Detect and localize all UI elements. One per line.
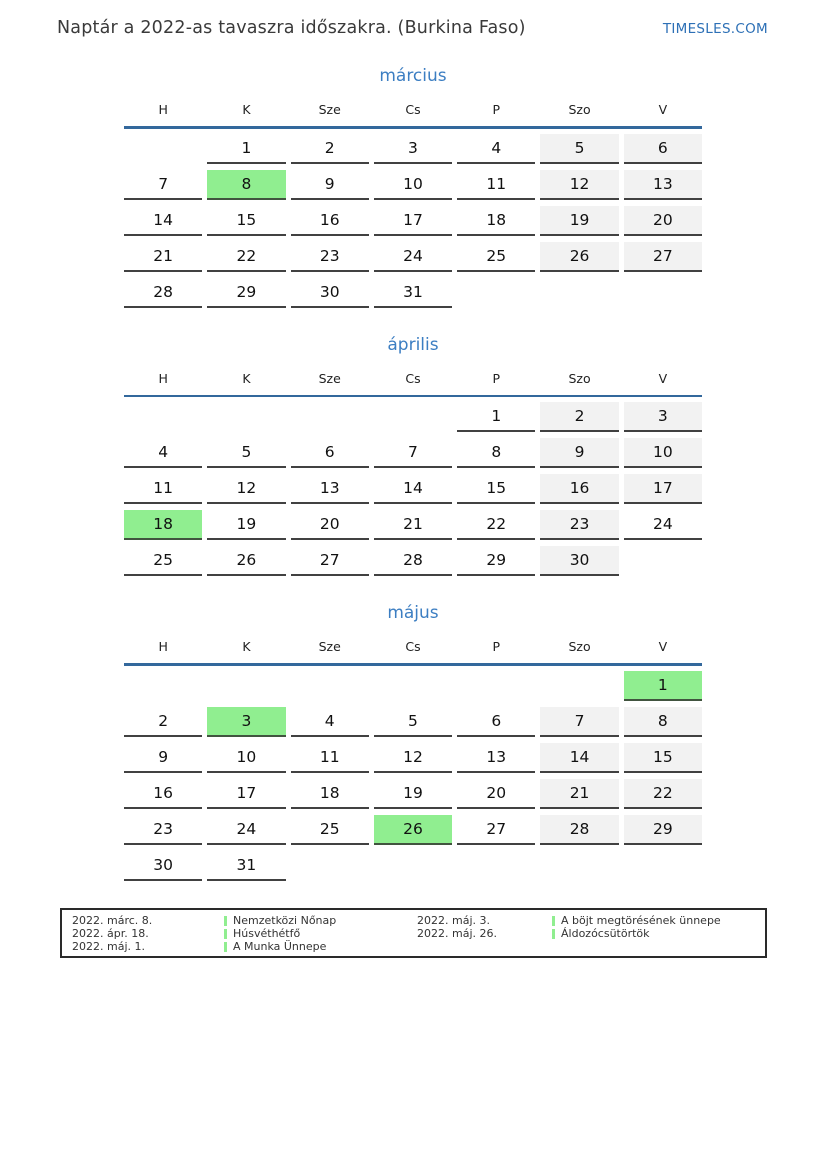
weekday-header-cell: V bbox=[658, 102, 668, 117]
day-cell: 25 bbox=[457, 242, 535, 272]
weekday-header-cell: P bbox=[492, 370, 501, 386]
weekday-header-cell: K bbox=[242, 370, 251, 386]
day-cell: 5 bbox=[540, 134, 618, 164]
day-cell: 1 bbox=[207, 134, 285, 164]
weekday-header-cell: Sze bbox=[318, 102, 341, 117]
legend-entry bbox=[224, 914, 417, 927]
month-title: április bbox=[387, 334, 439, 355]
month-block-2 bbox=[124, 603, 702, 881]
day-cell: 6 bbox=[624, 134, 702, 164]
day-cell: 3 bbox=[624, 402, 702, 432]
day-cell: 26 bbox=[540, 242, 618, 272]
day-cell: 13 bbox=[291, 474, 369, 504]
day-cell: 28 bbox=[124, 278, 202, 308]
holiday-marker-icon bbox=[224, 942, 227, 952]
legend-date: 2022. máj. 3. bbox=[417, 914, 490, 927]
day-cell: 23 bbox=[124, 815, 202, 845]
day-cell: 11 bbox=[457, 170, 535, 200]
weekday-header-cell: Sze bbox=[318, 639, 341, 654]
day-cell: 27 bbox=[624, 242, 702, 272]
weekday-header-cell: Sze bbox=[318, 370, 341, 386]
weekday-header-cell: Cs bbox=[405, 370, 421, 386]
day-cell: 7 bbox=[540, 707, 618, 737]
day-cell: 13 bbox=[457, 743, 535, 773]
day-cell: 23 bbox=[540, 510, 618, 540]
day-cell: 12 bbox=[207, 474, 285, 504]
day-cell: 4 bbox=[457, 134, 535, 164]
day-cell: 3 bbox=[374, 134, 452, 164]
legend-box bbox=[60, 908, 767, 958]
day-cell: 29 bbox=[207, 278, 285, 308]
header-divider-line bbox=[124, 663, 702, 666]
weekday-header-cell: Szo bbox=[568, 370, 591, 386]
day-cell: 29 bbox=[457, 546, 535, 576]
month-block-0 bbox=[124, 66, 702, 308]
day-cell: 29 bbox=[624, 815, 702, 845]
day-cell: 19 bbox=[540, 206, 618, 236]
day-cell: 27 bbox=[457, 815, 535, 845]
day-cell: 21 bbox=[374, 510, 452, 540]
day-cell: 4 bbox=[124, 438, 202, 468]
day-cell: 2 bbox=[291, 134, 369, 164]
day-cell: 25 bbox=[291, 815, 369, 845]
month-grid bbox=[124, 402, 702, 576]
empty-cell bbox=[124, 134, 202, 164]
empty-cell bbox=[124, 671, 202, 701]
day-cell: 9 bbox=[291, 170, 369, 200]
day-cell: 16 bbox=[540, 474, 618, 504]
day-cell: 9 bbox=[540, 438, 618, 468]
day-cell: 5 bbox=[374, 707, 452, 737]
day-cell: 25 bbox=[124, 546, 202, 576]
empty-cell bbox=[624, 546, 702, 576]
weekday-header-cell: V bbox=[658, 370, 668, 386]
day-cell: 12 bbox=[374, 743, 452, 773]
calendars bbox=[124, 66, 702, 908]
weekday-header-cell: H bbox=[158, 639, 168, 654]
holiday-day-cell: 26 bbox=[374, 815, 452, 845]
day-cell: 14 bbox=[540, 743, 618, 773]
day-cell: 31 bbox=[374, 278, 452, 308]
month-title: március bbox=[379, 66, 447, 86]
legend-holiday-name: Húsvéthétfő bbox=[233, 927, 301, 940]
weekday-header-row bbox=[124, 103, 702, 117]
legend-entry bbox=[224, 927, 417, 940]
empty-cell bbox=[457, 671, 535, 701]
empty-cell bbox=[624, 278, 702, 308]
page-title: Naptár a 2022-as tavaszra időszakra. (Burkina Faso) bbox=[57, 18, 526, 38]
day-cell: 31 bbox=[207, 851, 285, 881]
weekday-header-cell: P bbox=[492, 639, 501, 654]
day-cell: 5 bbox=[207, 438, 285, 468]
day-cell: 11 bbox=[291, 743, 369, 773]
day-cell: 13 bbox=[624, 170, 702, 200]
empty-cell bbox=[291, 851, 369, 881]
holiday-marker-icon bbox=[224, 929, 227, 939]
legend-holiday-name: Áldozócsütörtök bbox=[561, 927, 650, 940]
holiday-marker-icon bbox=[552, 916, 555, 926]
day-cell: 10 bbox=[207, 743, 285, 773]
day-cell: 20 bbox=[457, 779, 535, 809]
page-header bbox=[57, 18, 768, 38]
day-cell: 4 bbox=[291, 707, 369, 737]
holiday-marker-icon bbox=[552, 929, 555, 939]
weekday-header-cell: K bbox=[242, 102, 251, 117]
day-cell: 8 bbox=[624, 707, 702, 737]
legend-column bbox=[72, 914, 417, 952]
month-grid bbox=[124, 134, 702, 308]
day-cell: 26 bbox=[207, 546, 285, 576]
day-cell: 14 bbox=[374, 474, 452, 504]
empty-cell bbox=[291, 402, 369, 432]
weekday-header-cell: Cs bbox=[405, 102, 421, 117]
holiday-day-cell: 3 bbox=[207, 707, 285, 737]
day-cell: 27 bbox=[291, 546, 369, 576]
day-cell: 28 bbox=[540, 815, 618, 845]
legend-entry bbox=[552, 914, 755, 927]
empty-cell bbox=[540, 278, 618, 308]
empty-cell bbox=[207, 671, 285, 701]
day-cell: 2 bbox=[540, 402, 618, 432]
day-cell: 30 bbox=[124, 851, 202, 881]
legend-holiday-name: A Munka Ünnepe bbox=[233, 940, 327, 953]
empty-cell bbox=[374, 851, 452, 881]
month-block-1 bbox=[124, 335, 702, 577]
day-cell: 24 bbox=[374, 242, 452, 272]
day-cell: 7 bbox=[124, 170, 202, 200]
holiday-day-cell: 18 bbox=[124, 510, 202, 540]
empty-cell bbox=[374, 671, 452, 701]
day-cell: 24 bbox=[207, 815, 285, 845]
legend-entry bbox=[224, 940, 417, 953]
weekday-header-cell: Cs bbox=[405, 639, 421, 654]
day-cell: 30 bbox=[291, 278, 369, 308]
legend-date: 2022. máj. 26. bbox=[417, 927, 497, 940]
day-cell: 16 bbox=[124, 779, 202, 809]
day-cell: 18 bbox=[291, 779, 369, 809]
weekday-header-cell: H bbox=[158, 370, 168, 386]
day-cell: 10 bbox=[624, 438, 702, 468]
day-cell: 15 bbox=[624, 743, 702, 773]
day-cell: 12 bbox=[540, 170, 618, 200]
legend-date: 2022. márc. 8. bbox=[72, 914, 153, 927]
day-cell: 6 bbox=[291, 438, 369, 468]
legend-holiday-name: Nemzetközi Nőnap bbox=[233, 914, 337, 927]
day-cell: 17 bbox=[207, 779, 285, 809]
day-cell: 10 bbox=[374, 170, 452, 200]
day-cell: 6 bbox=[457, 707, 535, 737]
day-cell: 30 bbox=[540, 546, 618, 576]
day-cell: 23 bbox=[291, 242, 369, 272]
legend-column bbox=[417, 914, 755, 952]
empty-cell bbox=[540, 671, 618, 701]
weekday-header-cell: Szo bbox=[568, 639, 591, 654]
empty-cell bbox=[540, 851, 618, 881]
weekday-header-row bbox=[124, 640, 702, 654]
day-cell: 9 bbox=[124, 743, 202, 773]
day-cell: 20 bbox=[291, 510, 369, 540]
weekday-header-cell: H bbox=[158, 102, 168, 117]
header-divider-line bbox=[124, 395, 702, 398]
month-grid bbox=[124, 671, 702, 881]
day-cell: 21 bbox=[540, 779, 618, 809]
day-cell: 17 bbox=[624, 474, 702, 504]
empty-cell bbox=[124, 402, 202, 432]
empty-cell bbox=[291, 671, 369, 701]
day-cell: 15 bbox=[457, 474, 535, 504]
header-divider-line bbox=[124, 126, 702, 129]
day-cell: 21 bbox=[124, 242, 202, 272]
day-cell: 14 bbox=[124, 206, 202, 236]
day-cell: 11 bbox=[124, 474, 202, 504]
holiday-day-cell: 1 bbox=[624, 671, 702, 701]
day-cell: 22 bbox=[207, 242, 285, 272]
legend-date: 2022. máj. 1. bbox=[72, 940, 145, 953]
empty-cell bbox=[207, 402, 285, 432]
day-cell: 28 bbox=[374, 546, 452, 576]
day-cell: 22 bbox=[457, 510, 535, 540]
day-cell: 24 bbox=[624, 510, 702, 540]
day-cell: 19 bbox=[207, 510, 285, 540]
month-title: május bbox=[387, 603, 439, 623]
day-cell: 20 bbox=[624, 206, 702, 236]
holiday-marker-icon bbox=[224, 916, 227, 926]
empty-cell bbox=[374, 402, 452, 432]
empty-cell bbox=[457, 278, 535, 308]
weekday-header-cell: V bbox=[658, 639, 668, 654]
weekday-header-cell: P bbox=[492, 102, 501, 117]
weekday-header-row bbox=[124, 372, 702, 386]
holiday-day-cell: 8 bbox=[207, 170, 285, 200]
day-cell: 18 bbox=[457, 206, 535, 236]
day-cell: 8 bbox=[457, 438, 535, 468]
weekday-header-cell: Szo bbox=[568, 102, 591, 117]
day-cell: 1 bbox=[457, 402, 535, 432]
day-cell: 22 bbox=[624, 779, 702, 809]
empty-cell bbox=[457, 851, 535, 881]
empty-cell bbox=[624, 851, 702, 881]
legend-date: 2022. ápr. 18. bbox=[72, 927, 149, 940]
legend-holiday-name: A böjt megtörésének ünnepe bbox=[561, 914, 721, 927]
day-cell: 7 bbox=[374, 438, 452, 468]
day-cell: 17 bbox=[374, 206, 452, 236]
legend-entry bbox=[552, 927, 755, 940]
brand-link[interactable]: TIMESLES.COM bbox=[662, 21, 768, 37]
day-cell: 16 bbox=[291, 206, 369, 236]
day-cell: 15 bbox=[207, 206, 285, 236]
weekday-header-cell: K bbox=[242, 639, 251, 654]
day-cell: 19 bbox=[374, 779, 452, 809]
day-cell: 2 bbox=[124, 707, 202, 737]
